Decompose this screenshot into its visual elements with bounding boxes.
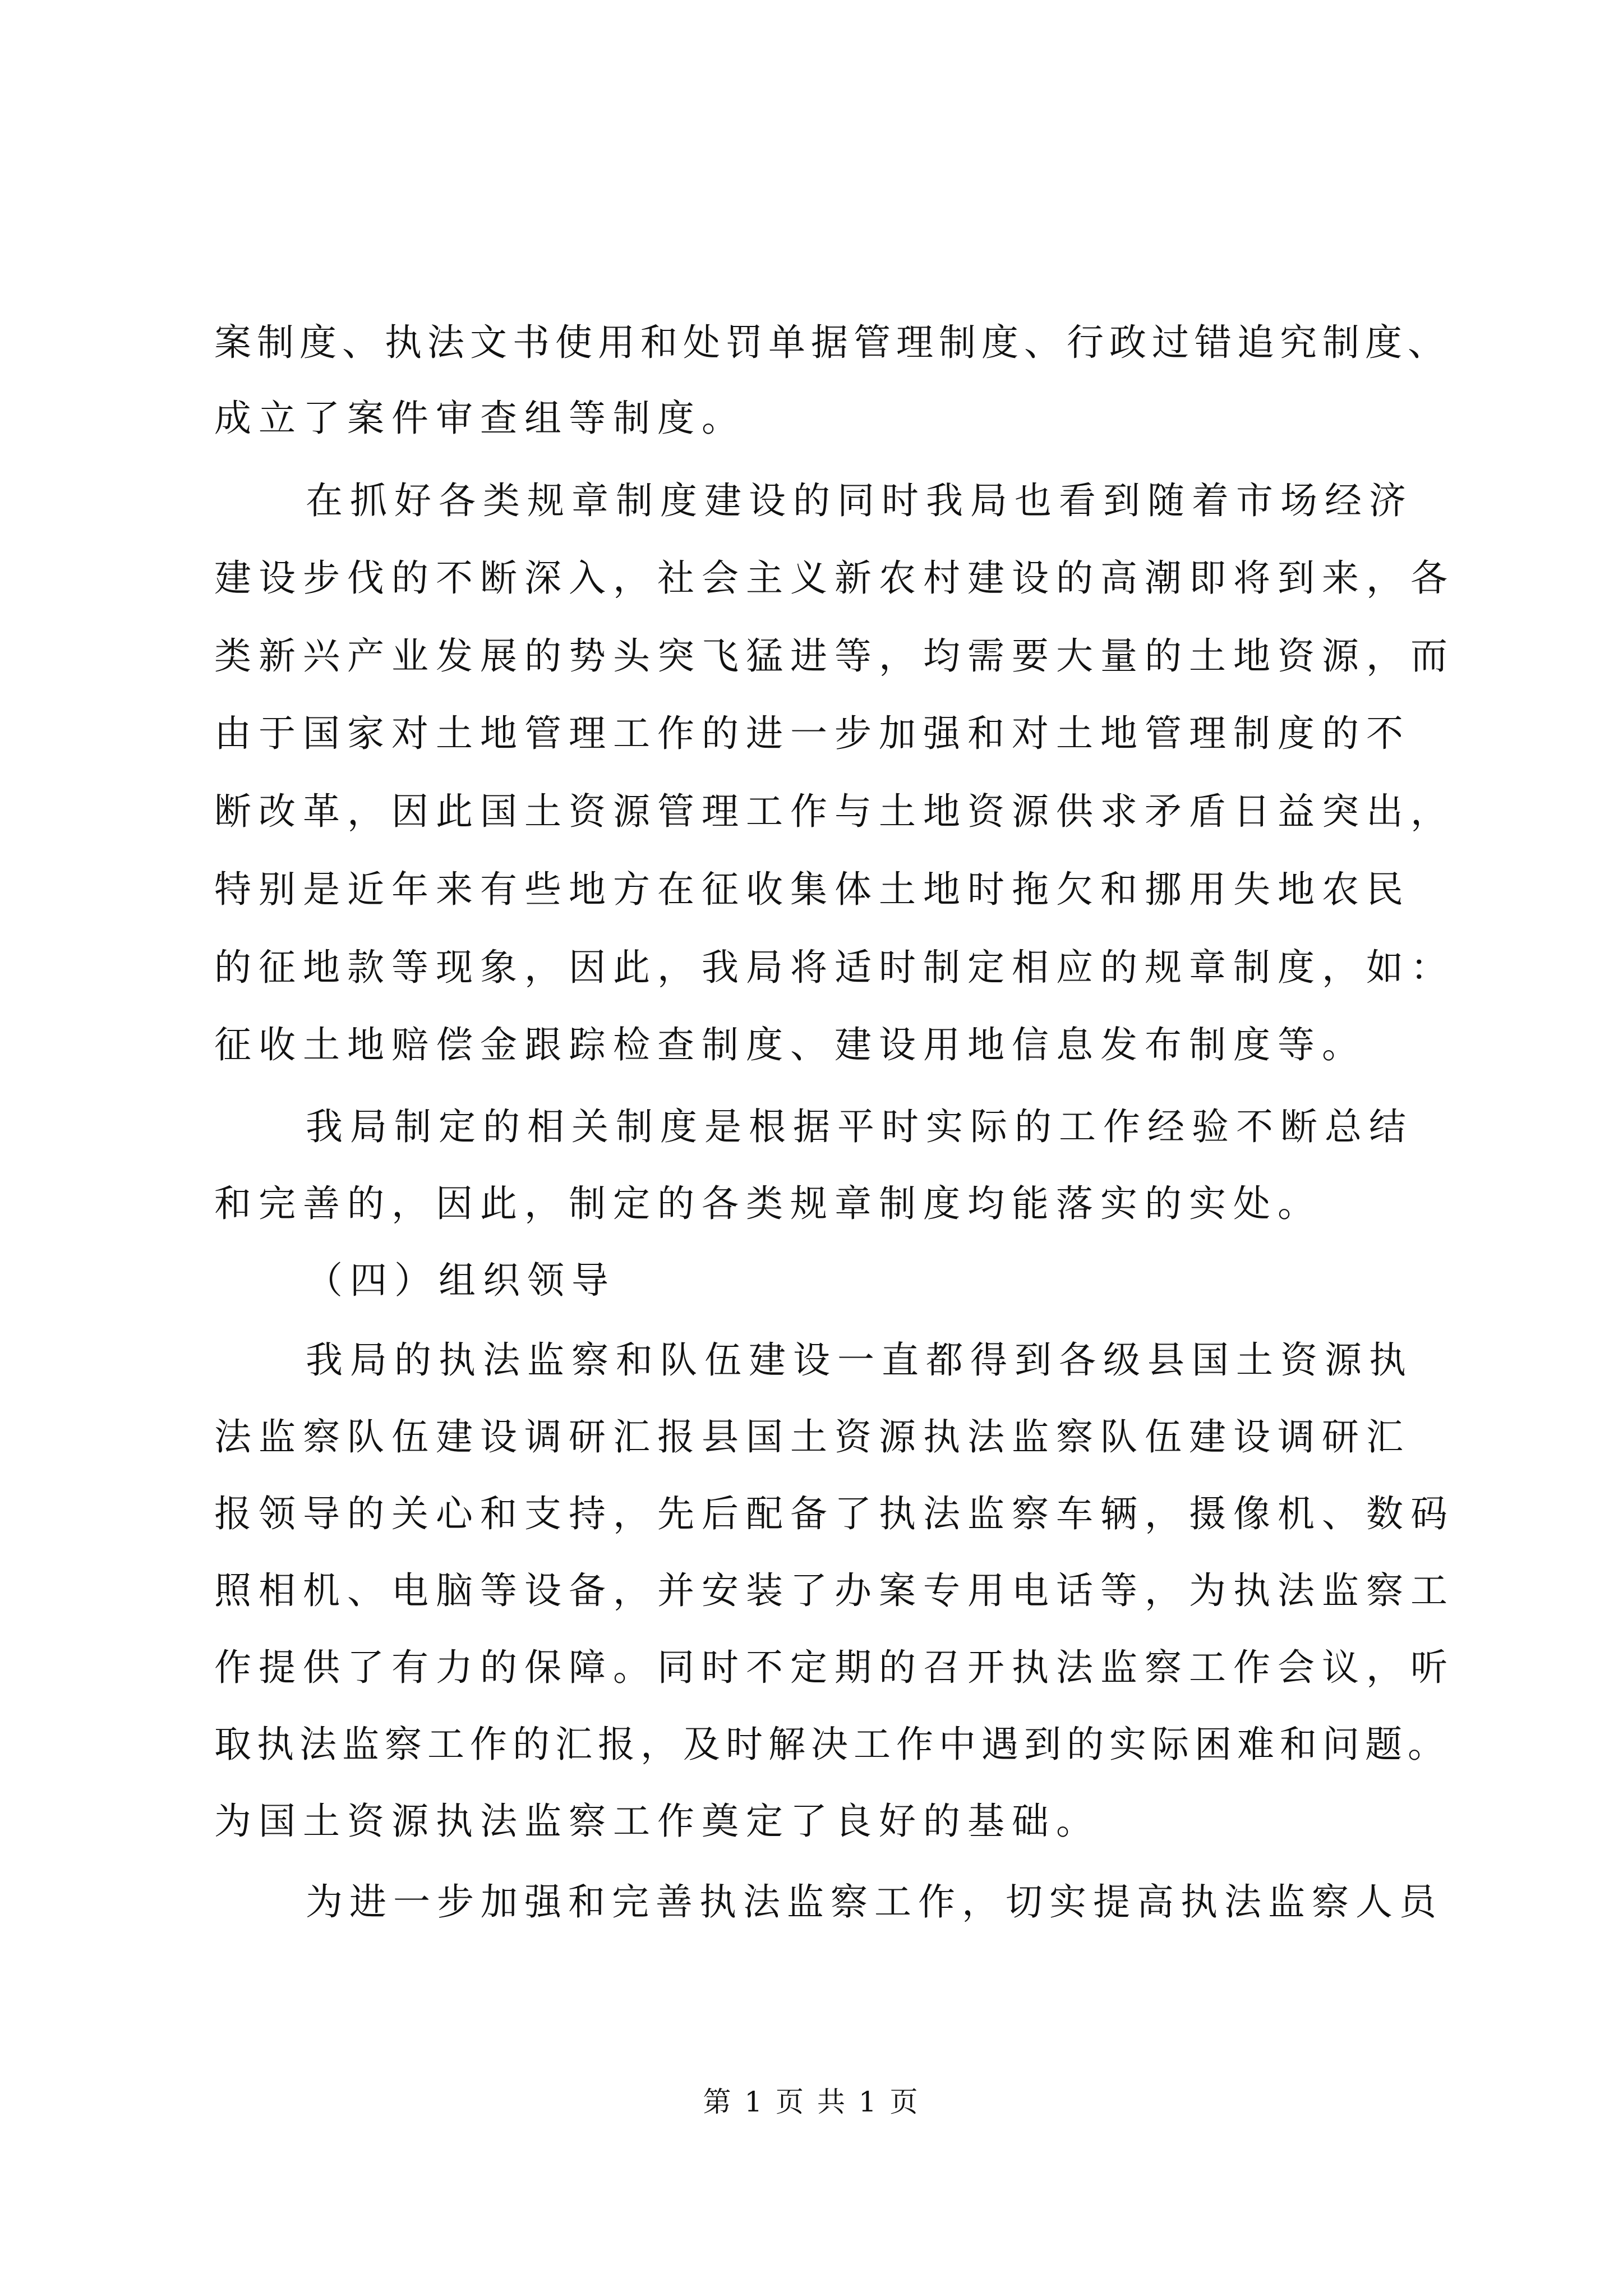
page-footer: 第 1 页 共 1 页	[703, 2086, 920, 2118]
text-line-19: 取执法监察工作的汇报，及时解决工作中遇到的实际困难和问题。	[214, 1723, 1450, 1766]
paragraph-start-line: 在抓好各类规章制度建设的同时我局也看到随着市场经济	[306, 479, 1413, 522]
text-line-17: 照相机、电脑等设备，并安装了办案专用电话等，为执法监察工	[214, 1569, 1455, 1612]
text-line-6: 由于国家对土地管理工作的进一步加强和对土地管理制度的不	[214, 712, 1410, 755]
text-line-10: 征收土地赔偿金跟踪检查制度、建设用地信息发布制度等。	[214, 1023, 1366, 1066]
paragraph-start-line: 我局制定的相关制度是根据平时实际的工作经验不断总结	[306, 1105, 1413, 1148]
text-line-4: 建设步伐的不断深入，社会主义新农村建设的高潮即将到来，各	[214, 556, 1455, 600]
text-line-15: 法监察队伍建设调研汇报县国土资源执法监察队伍建设调研汇	[214, 1415, 1410, 1458]
text-line-18: 作提供了有力的保障。同时不定期的召开执法监察工作会议，听	[214, 1646, 1455, 1689]
text-line-7: 断改革，因此国土资源管理工作与土地资源供求矛盾日益突出，	[214, 790, 1455, 833]
text-line-8: 特别是近年来有些地方在征收集体土地时拖欠和挪用失地农民	[214, 868, 1410, 911]
text-line-16: 报领导的关心和支持，先后配备了执法监察车辆，摄像机、数码	[214, 1492, 1455, 1535]
section-heading: （四）组织领导	[306, 1259, 616, 1302]
text-line-2: 成立了案件审查组等制度。	[214, 397, 746, 440]
text-line-9: 的征地款等现象，因此，我局将适时制定相应的规章制度，如：	[214, 946, 1455, 989]
text-line-5: 类新兴产业发展的势头突飞猛进等，均需要大量的土地资源，而	[214, 634, 1455, 678]
paragraph-start-line: 我局的执法监察和队伍建设一直都得到各级县国土资源执	[306, 1338, 1413, 1382]
text-line-1: 案制度、执法文书使用和处罚单据管理制度、行政过错追究制度、	[214, 321, 1450, 364]
paragraph-start-line: 为进一步加强和完善执法监察工作，切实提高执法监察人员	[306, 1880, 1443, 1924]
text-line-20: 为国土资源执法监察工作奠定了良好的基础。	[214, 1800, 1100, 1843]
text-line-12: 和完善的，因此，制定的各类规章制度均能落实的实处。	[214, 1182, 1322, 1225]
